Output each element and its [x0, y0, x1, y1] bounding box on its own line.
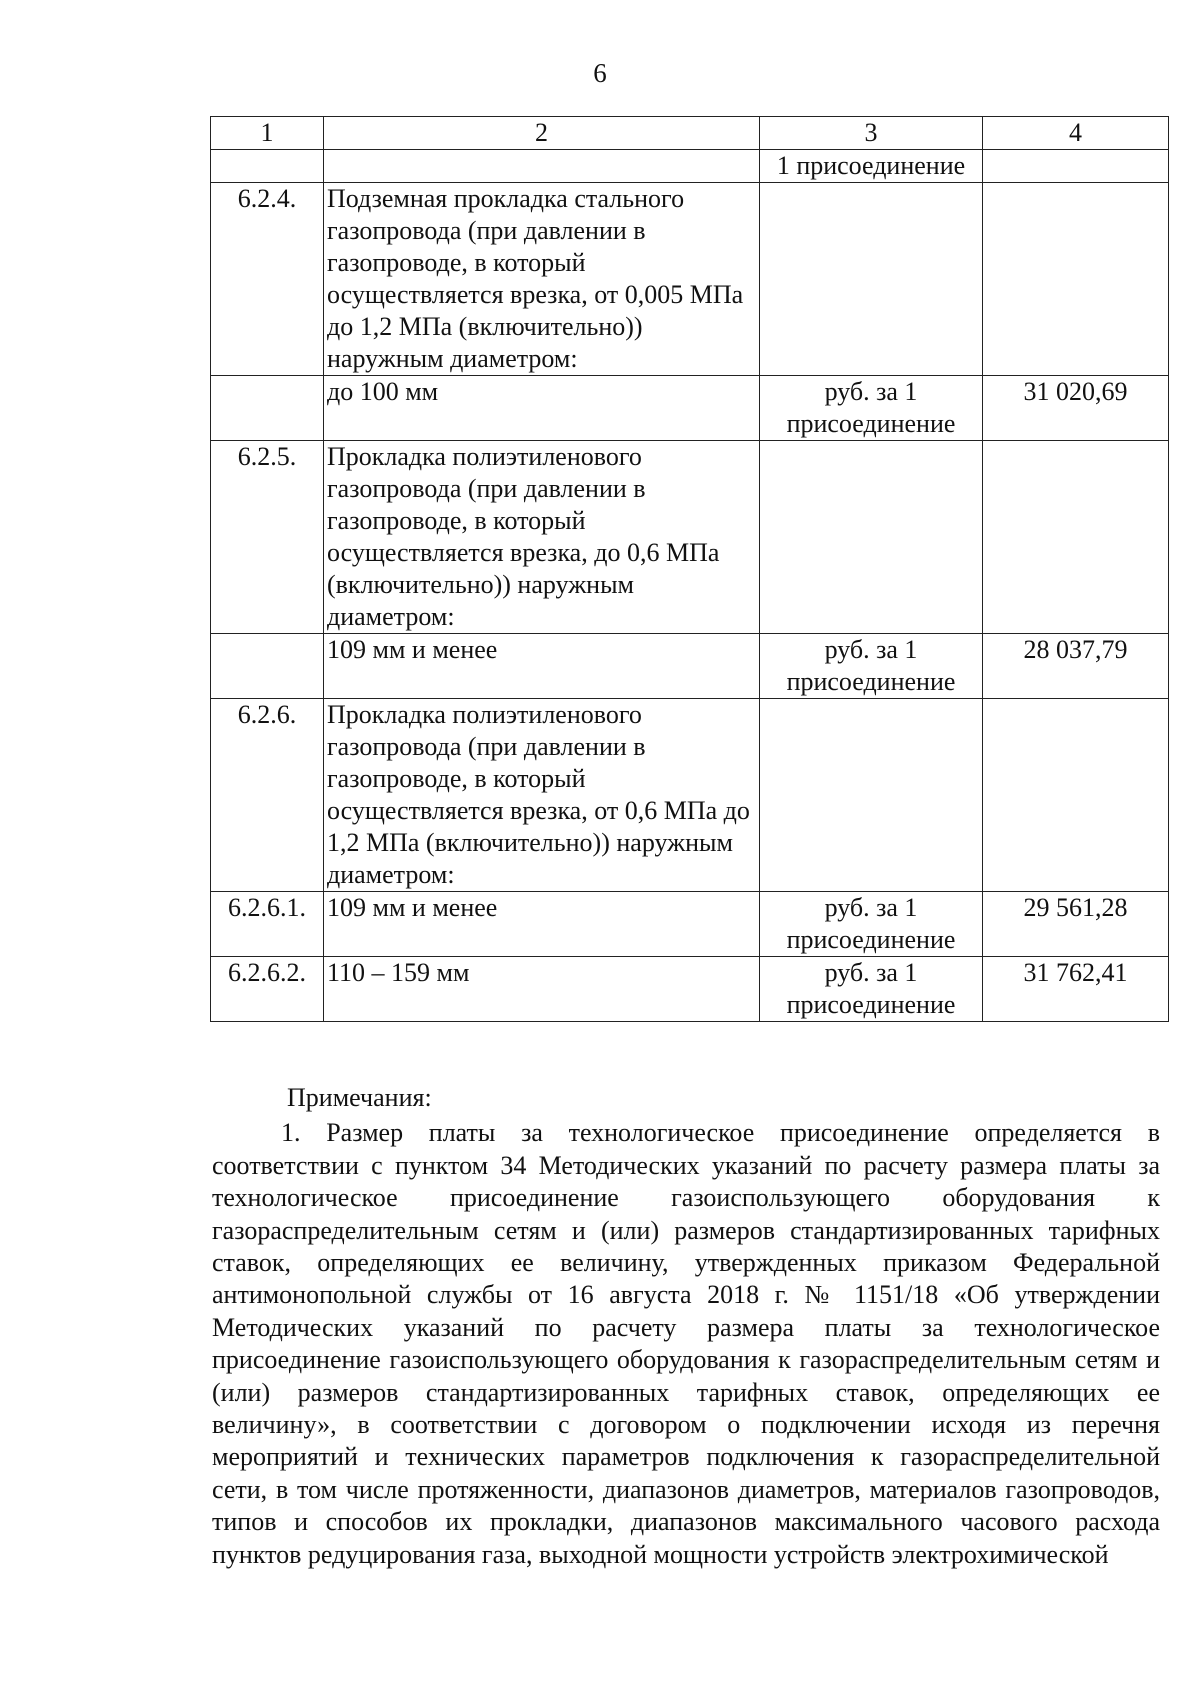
row-number: 6.2.6.2.: [211, 957, 324, 1022]
row-value: 31 020,69: [983, 376, 1169, 441]
row-value: [983, 150, 1169, 183]
notes-title: Примечания:: [287, 1083, 432, 1112]
row-unit: 1 присоединение: [760, 150, 983, 183]
note-item: 1. Размер платы за технологическое присоединение определяется в соответствии с пунктом 34 Методических указаний по расчету размера платы за технологическое присоединение газоиспользующего оборудования к газораспределительным сетям и (или) размеров стандартизированных тарифных ставок, определяющих ее величину, утвержденных приказом Федеральной антимонопольной службы от 16 августа 2018 г. № 1151/18 «Об утверждении Методических указаний по расчету размера платы за технологическое присоединение газоиспользующего оборудования к газораспределительным сетям и (или) размеров стандартизированных тарифных ставок, определяющих ее величину», в соответствии с договором о подключении исходя из перечня мероприятий и технических параметров подключения к газораспределительной сети, в том числе протяженности, диапазонов диаметров, материалов газопроводов, типов и способов их прокладки, диапазонов максимального часового расхода пунктов редуцирования газа, выходной мощности устройств электрохимической: [212, 1118, 1160, 1569]
tariff-table: [210, 116, 1169, 1022]
row-value: [983, 441, 1169, 634]
table-row: [211, 957, 1169, 1022]
notes-section: [212, 1082, 1160, 1571]
row-description: Подземная прокладка стального газопровода (при давлении в газопроводе, в который осуществляется врезка, от 0,005 МПа до 1,2 МПа (включительно)) наружным диаметром:: [324, 183, 760, 376]
row-unit: руб. за 1 присоединение: [760, 634, 983, 699]
row-value: 28 037,79: [983, 634, 1169, 699]
row-description: 109 мм и менее: [324, 634, 760, 699]
table-row: [211, 892, 1169, 957]
row-value: [983, 183, 1169, 376]
row-unit: руб. за 1 присоединение: [760, 957, 983, 1022]
row-number: [211, 634, 324, 699]
row-description: 109 мм и менее: [324, 892, 760, 957]
column-header-3: 3: [760, 117, 983, 150]
row-unit: [760, 183, 983, 376]
row-description: [324, 150, 760, 183]
row-value: 29 561,28: [983, 892, 1169, 957]
row-unit: [760, 699, 983, 892]
row-number: 6.2.4.: [211, 183, 324, 376]
row-value: [983, 699, 1169, 892]
row-description: 110 – 159 мм: [324, 957, 760, 1022]
row-description: Прокладка полиэтиленового газопровода (при давлении в газопроводе, в который осуществляется врезка, до 0,6 МПа (включительно)) наружным диаметром:: [324, 441, 760, 634]
table-header-row: [211, 117, 1169, 150]
row-number: [211, 376, 324, 441]
row-value: 31 762,41: [983, 957, 1169, 1022]
row-number: [211, 150, 324, 183]
row-number: 6.2.6.1.: [211, 892, 324, 957]
column-header-1: 1: [211, 117, 324, 150]
row-description: Прокладка полиэтиленового газопровода (при давлении в газопроводе, в который осуществляется врезка, от 0,6 МПа до 1,2 МПа (включительно)) наружным диаметром:: [324, 699, 760, 892]
table-row: [211, 376, 1169, 441]
row-unit: руб. за 1 присоединение: [760, 892, 983, 957]
table-row: [211, 183, 1169, 376]
row-number: 6.2.6.: [211, 699, 324, 892]
row-number: 6.2.5.: [211, 441, 324, 634]
row-description: до 100 мм: [324, 376, 760, 441]
table-row: [211, 699, 1169, 892]
table-row: [211, 634, 1169, 699]
column-header-2: 2: [324, 117, 760, 150]
table-row: [211, 441, 1169, 634]
table-row: [211, 150, 1169, 183]
column-header-4: 4: [983, 117, 1169, 150]
page-number: 6: [593, 58, 607, 88]
row-unit: [760, 441, 983, 634]
row-unit: руб. за 1 присоединение: [760, 376, 983, 441]
